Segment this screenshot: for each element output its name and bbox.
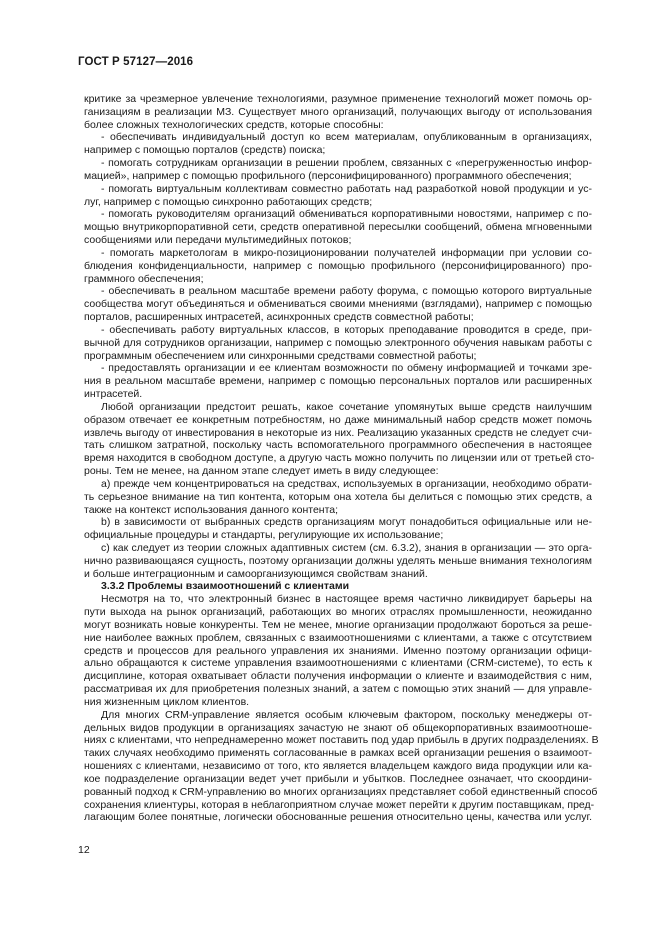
text-line: порталов, расширенных интрасетей, асинхронных средств совместной работы; xyxy=(84,311,474,324)
text-line: мацией», например с помощью профильного (персонифицированного) программного обеспечения; xyxy=(84,169,572,182)
text-line: кое подразделение организации ведет учет прибыли и убытков. Последнее означает, что скоордини- xyxy=(84,772,592,785)
text-line: официальные процедуры и стандарты, регулирующие их использование; xyxy=(84,529,444,542)
text-line: например с помощью порталов (средств) поиска; xyxy=(84,144,326,157)
text-line: ально обращаются к системе управления взаимоотношениями с клиентами (CRM-системе), то есть к xyxy=(84,657,592,670)
text-line: луг, например с помощью синхронно работающих средств; xyxy=(84,195,373,208)
page-number: 12 xyxy=(78,844,90,856)
text-line: пути выхода на рынок организаций, работающих во многих отраслях промышленности, неожиданно xyxy=(84,606,592,619)
text-line: ниях с клиентами, что непреднамеренно может поставить под удар прибыль в других подразделениях. В xyxy=(84,734,599,747)
text-line: сообщества могут объединяться и обмениваться своими мнениями (взглядами), например с помощью xyxy=(84,298,592,311)
text-line: критике за чрезмерное увлечение технологиями, разумное применение технологий может помочь ор- xyxy=(84,93,592,105)
text-line: Для многих CRM-управление является особым ключевым фактором, поскольку менеджеры от- xyxy=(101,708,592,721)
text-line: Несмотря на то, что электронный бизнес в настоящее время частично ликвидирует барьеры на xyxy=(101,593,592,606)
text-line: - обеспечивать в реальном масштабе времени работу форума, с помощью которого виртуальные xyxy=(101,285,592,298)
text-line: мощью внутрикорпоративной сети, средств оперативной пересылки сообщений, обмена мгновенными xyxy=(84,221,592,234)
text-line: ганизациям в реализации МЗ. Существует много организаций, получающих выгоду от использования xyxy=(84,105,592,118)
text-line: образом отвечает ее конкретным потребностям, но даже минимальный набор средств может помочь xyxy=(84,413,592,426)
text-line: и больше интеграционным и самоорганизующимся свойствам знаний. xyxy=(84,567,428,580)
text-line: - помогать сотрудникам организации в решении проблем, связанных с «перегруженностью инфор- xyxy=(101,157,592,170)
text-line: c) как следует из теории сложных адаптивных систем (см. 6.3.2), знания в организации — это орга- xyxy=(101,541,592,554)
text-line: ношениях с клиентами, независимо от того, кто является владельцем каждого вида продукции или ка- xyxy=(84,760,592,773)
text-line: а) прежде чем концентрироваться на средствах, используемых в организации, необходимо обрати- xyxy=(101,477,592,490)
body-text xyxy=(84,93,599,824)
text-line: лагающим более понятные, логически обоснованные решения относительно цены, качества или услуг. xyxy=(84,811,592,824)
text-line: ть серьезное внимание на тип контента, которым она хотела бы делиться с помощью этих средств, а xyxy=(84,490,592,503)
text-line: дисциплине, которая охватывает области получения информации о клиенте и взаимодействия с ним, xyxy=(84,670,592,683)
text-line: роны. Тем не менее, на данном этапе следует иметь в виду следующее: xyxy=(84,465,439,478)
text-line: - помогать руководителям организаций обмениваться корпоративными новостями, например с по- xyxy=(101,208,592,221)
text-line: - обеспечивать индивидуальный доступ ко всем материалам, опубликованным в организациях, xyxy=(101,131,592,144)
text-line: Любой организации предстоит решать, какое сочетание упомянутых выше средств наилучшим xyxy=(101,400,592,413)
text-line: средств и процессов для реального управления их знаниями. Именно поэтому организации офици- xyxy=(84,644,592,657)
text-line: - предоставлять организации и ее клиентам возможности по обмену информацией и точками зре- xyxy=(101,362,592,375)
text-line: граммного обеспечения; xyxy=(84,272,204,285)
text-line: рассматривая их для приобретения полезных знаний, а затем с помощью этих знаний — для управле- xyxy=(84,683,592,696)
text-line: время находится в свободном доступе, а другую часть можно получить по лицензии или от третьей сто- xyxy=(84,452,595,465)
text-line: блюдения конфиденциальности, например с помощью профильного (персонифицированного) про- xyxy=(84,259,592,272)
text-line: дельных видов продукции в организациях зачастую не знают об общекорпоративных взаимоотноше- xyxy=(84,721,592,734)
text-line: - обеспечивать работу виртуальных классов, в которых преподавание проводится в среде, при- xyxy=(101,323,592,336)
text-line: более сложных технологических средств, которые способны: xyxy=(84,118,384,131)
text-line: могут возникать новые конкуренты. Тем не менее, многие организации продолжают бороться за реше- xyxy=(84,618,592,631)
text-line: рованный подход к CRM-управлению во многих организациях представляет собой единственный способ xyxy=(84,785,598,798)
text-line: b) в зависимости от выбранных средств организациям могут понадобиться официальные или не- xyxy=(101,516,592,529)
text-line: тать слишком затратной, поскольку часть вспомогательного программного обеспечения в настоящее xyxy=(84,439,592,452)
text-line: ние наиболее важных проблем, связанных с взаимоотношениями с клиентами, а также с отсутствием xyxy=(84,631,592,644)
page-header: ГОСТ Р 57127—2016 xyxy=(78,56,194,68)
text-line: ния жизненным циклом клиентов. xyxy=(84,695,250,708)
text-line: также на контекст использования данного контента; xyxy=(84,503,339,516)
text-line: таких случаях необходимо применять согласованные в рамках всей организации решения о взаимоот- xyxy=(84,747,592,760)
text-line: - помогать виртуальным коллективам совместно работать над разработкой новой продукции и ус- xyxy=(101,182,592,195)
text-line: ния в реальном масштабе времени, например с помощью персональных порталов или расширенных xyxy=(84,375,592,388)
text-line: интрасетей. xyxy=(84,388,143,401)
text-line: сохранения клиентуры, которая в неблагоприятном случае может перейти к другим поставщикам, пред- xyxy=(84,798,595,811)
text-line: нично развивающаяся сущность, поэтому организации должны уделять меньше внимания технологиям xyxy=(84,554,593,567)
section-heading: 3.3.2 Проблемы взаимоотношений с клиентами xyxy=(101,580,350,593)
text-line: программным обеспечением или синхронными средствами совместной работы; xyxy=(84,349,477,362)
text-line: вычной для сотрудников организации, например с помощью электронного обучения навыкам работы с xyxy=(84,336,592,349)
text-line: сообщениями или передачи мультимедийных потоков; xyxy=(84,234,352,247)
text-line: извлечь выгоду от инвестирования в некоторые из них. Реализацию указанных средств не следует счи- xyxy=(84,426,592,439)
text-line: - помогать маркетологам в микро-позиционировании получателей информации при условии со- xyxy=(101,246,592,259)
